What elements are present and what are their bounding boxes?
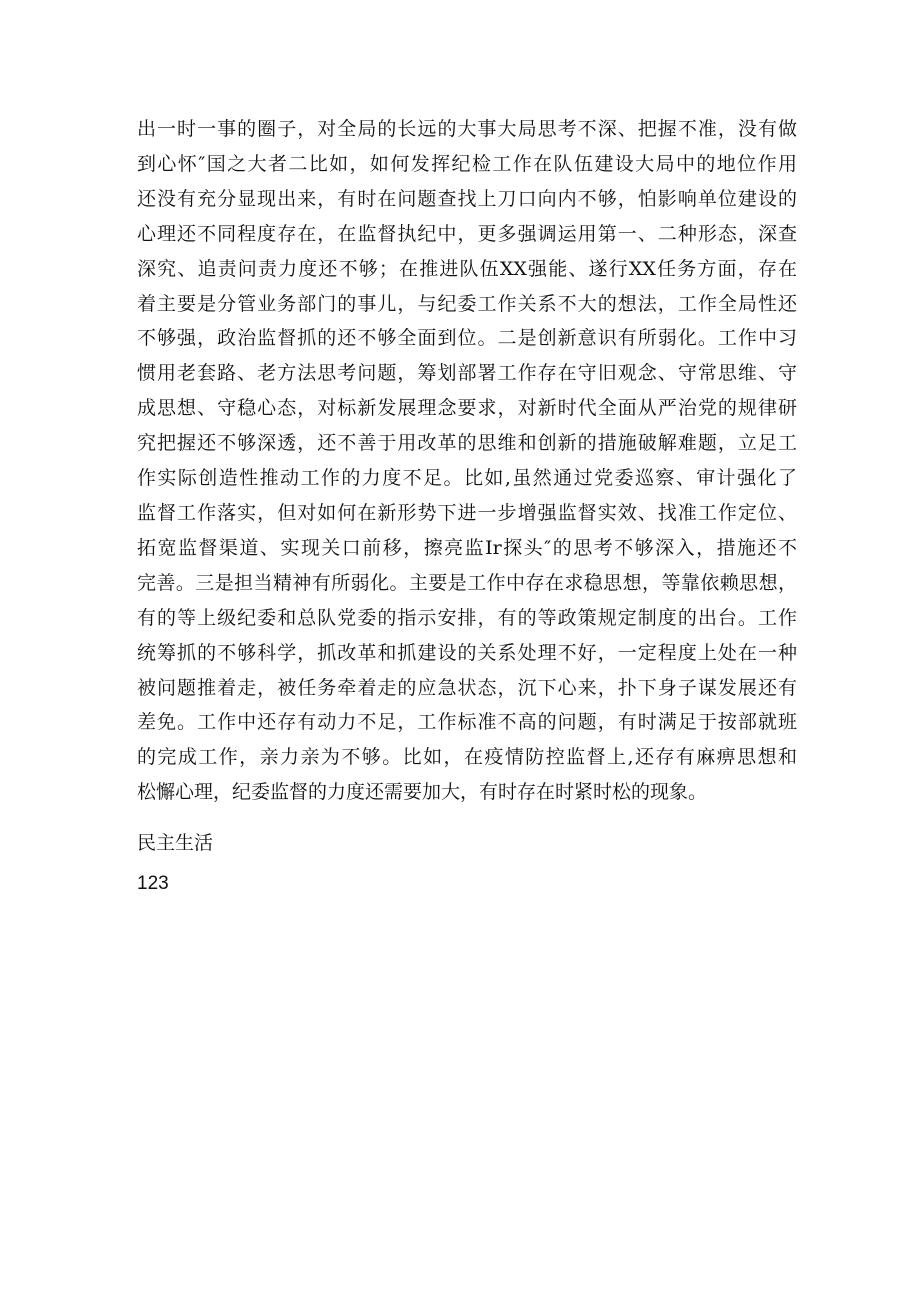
paragraph-line: 松懈心理，纪委监督的力度还需要加大，有时存在时紧时松的现象。 <box>137 781 708 804</box>
page-number: 123 <box>137 873 169 894</box>
paragraph-line: 有的等上级纪委和总队党委的指示安排，有的等政策规定制度的出台。工作 <box>137 606 797 629</box>
paragraph-line: 心理还不同程度存在，在监督执纪中，更多强调运用第一、二种形态，深查 <box>137 222 797 245</box>
section-label: 民主生活 <box>137 832 214 854</box>
paragraph-line: 作实际创造性推动工作的力度不足。比如,虽然通过党委巡察、审计强化了 <box>137 467 797 490</box>
paragraph-line: 的完成工作，亲力亲为不够。比如，在疫情防控监督上,还存有麻痹思想和 <box>137 746 797 769</box>
paragraph-line: 出一时一事的圈子，对全局的长远的大事大局思考不深、把握不准，没有做 <box>137 118 797 140</box>
paragraph-line: 究把握还不够深透，还不善于用改革的思维和创新的措施破解难题，立足工 <box>137 432 797 455</box>
paragraph-line: 差免。工作中还存有动力不足，工作标准不高的问题，有时满足于按部就班 <box>137 711 797 734</box>
paragraph-line: 监督工作落实，但对如何在新形势下进一步增强监督实效、找准工作定位、 <box>137 501 797 524</box>
paragraph-line: 不够强，政治监督抓的还不够全面到位。二是创新意识有所弱化。工作中习 <box>137 327 797 350</box>
paragraph-line: 深究、追责问责力度还不够；在推进队伍XX强能、遂行XX任务方面，存在 <box>137 257 797 280</box>
body-paragraph <box>137 112 797 810</box>
paragraph-line: 还没有充分显现出来，有时在问题查找上刀口向内不够，怕影响单位建设的 <box>137 187 797 210</box>
paragraph-line: 着主要是分管业务部门的事儿，与纪委工作关系不大的想法，工作全局性还 <box>137 292 797 315</box>
paragraph-line: 成思想、守稳心态，对标新发展理念要求，对新时代全面从严治党的规律研 <box>137 397 797 420</box>
paragraph-line: 完善。三是担当精神有所弱化。主要是工作中存在求稳思想，等靠依赖思想， <box>137 571 797 594</box>
paragraph-line: 统筹抓的不够科学，抓改革和抓建设的关系处理不好，一定程度上处在一种 <box>137 641 797 664</box>
paragraph-line: 到心怀″国之大者二比如，如何发挥纪检工作在队伍建设大局中的地位作用 <box>137 152 797 175</box>
paragraph-line: 拓宽监督渠道、实现关口前移，擦亮监Ir探头″的思考不够深入，措施还不 <box>137 536 797 559</box>
paragraph-line: 惯用老套路、老方法思考问题，筹划部署工作存在守旧观念、守常思维、守 <box>137 362 797 385</box>
paragraph-line: 被问题推着走，被任务牵着走的应急状态，沉下心来，扑下身子谋发展还有 <box>137 676 797 699</box>
